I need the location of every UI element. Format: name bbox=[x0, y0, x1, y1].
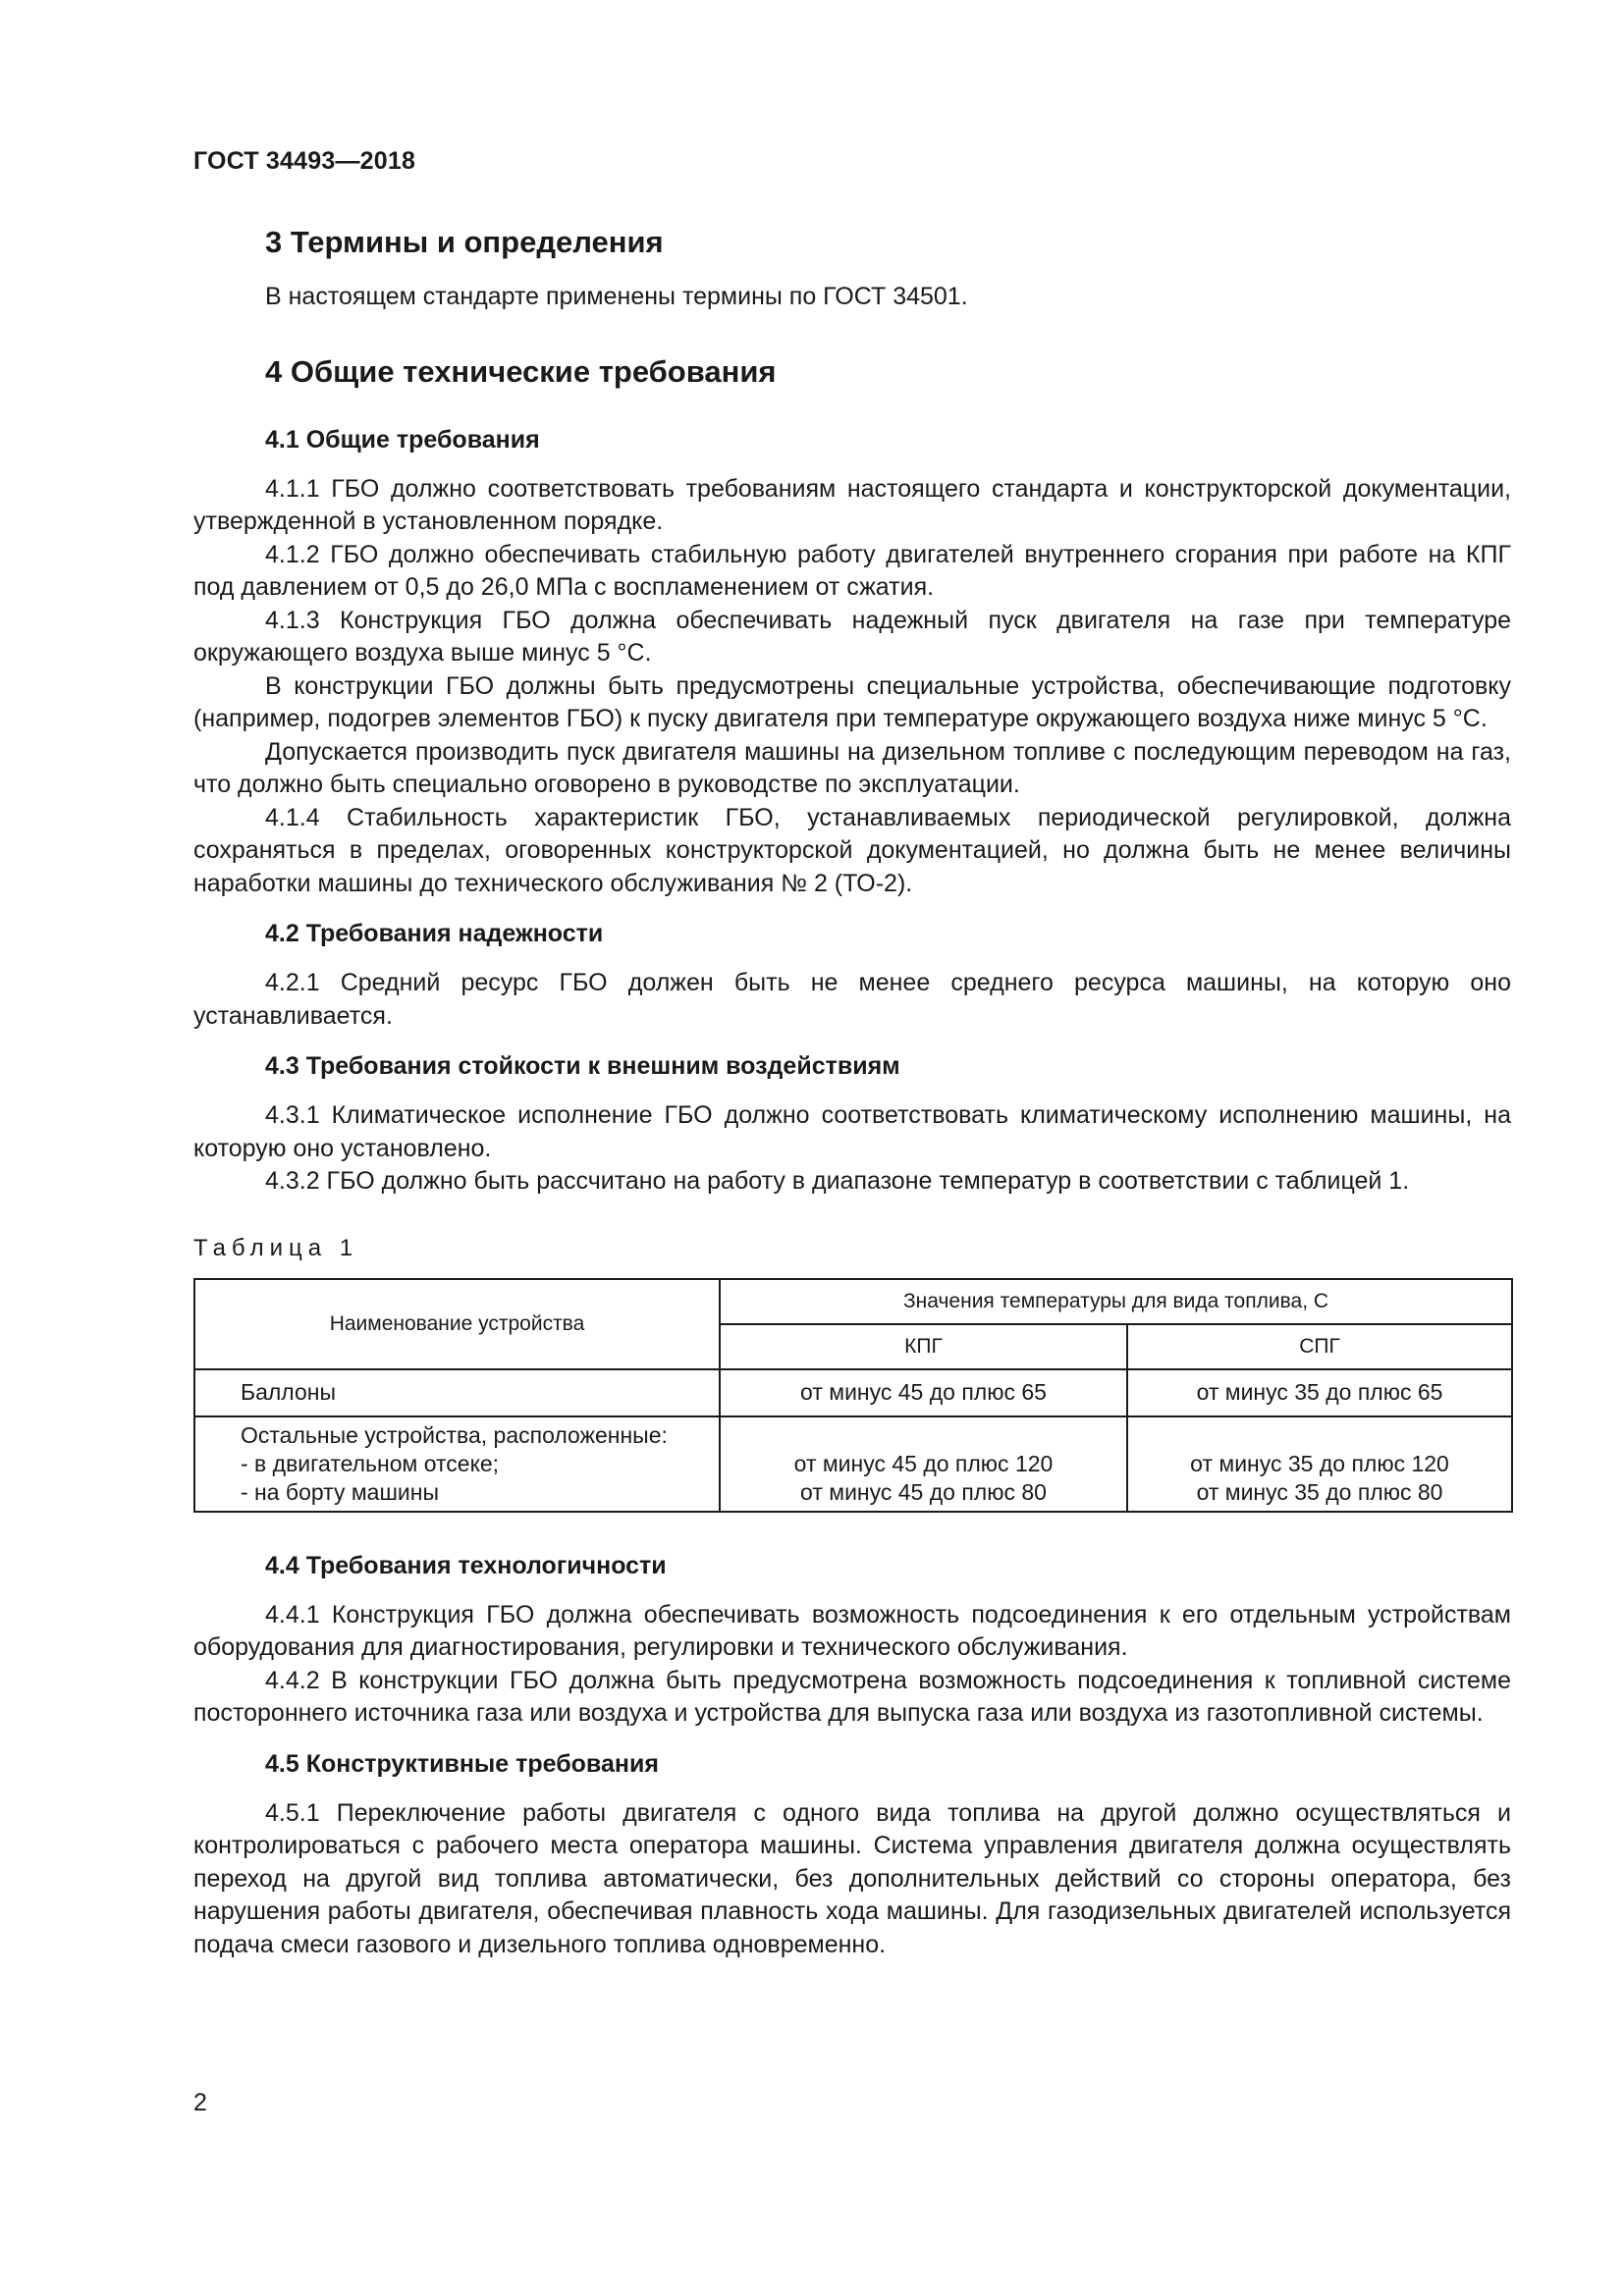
subsection-4-3-title: 4.3 Требования стойкости к внешним воздействиям bbox=[265, 1052, 900, 1080]
table-header-row bbox=[194, 1279, 1512, 1324]
subsection-4-5-title: 4.5 Конструктивные требования bbox=[265, 1749, 659, 1778]
cell-spg-cylinders: от минус 35 до плюс 65 bbox=[1127, 1369, 1512, 1416]
cell-kpg-cylinders: от минус 45 до плюс 65 bbox=[720, 1369, 1127, 1416]
paragraph-4-2-1: 4.2.1 Средний ресурс ГБО должен быть не менее среднего ресурса машины, на которую оно устанавливается. bbox=[193, 969, 1511, 1030]
paragraph-4-1-3: 4.1.3 Конструкция ГБО должна обеспечивать надежный пуск двигателя на газе при температуре окружающего воздуха выше минус 5 °С. bbox=[193, 606, 1511, 667]
subsection-4-1-title: 4.1 Общие требования bbox=[265, 425, 540, 454]
cell-device-other-line-1: Остальные устройства, расположенные: bbox=[241, 1421, 668, 1448]
document-code: ГОСТ 34493—2018 bbox=[193, 147, 416, 175]
header-kpg: КПГ bbox=[720, 1324, 1127, 1369]
header-spg: СПГ bbox=[1127, 1324, 1512, 1369]
subsection-4-4-title: 4.4 Требования технологичности bbox=[265, 1551, 667, 1579]
temperature-table bbox=[193, 1278, 1513, 1513]
header-device: Наименование устройства bbox=[194, 1279, 720, 1369]
paragraph-4-4-2: 4.4.2 В конструкции ГБО должна быть предусмотрена возможность подсоединения к топливной системе постороннего источника газа или воздуха и устройства для выпуска газа или воздуха из газотопливной системы. bbox=[193, 1666, 1511, 1727]
header-temperature-values: Значения температуры для вида топлива, С bbox=[720, 1279, 1512, 1324]
document-body bbox=[193, 218, 1511, 1961]
cell-kpg-on-board: от минус 45 до плюс 80 bbox=[800, 1478, 1047, 1505]
cell-kpg-engine-bay: от минус 45 до плюс 120 bbox=[793, 1450, 1054, 1476]
subsection-4-2-title: 4.2 Требования надежности bbox=[265, 920, 604, 947]
paragraph-4-4-1: 4.4.1 Конструкция ГБО должна обеспечивать возможность подсоединения к его отдельным устройствам оборудования для диагностирования, регулировки и технического обслуживания. bbox=[193, 1600, 1511, 1661]
section-3-title: 3 Термины и определения bbox=[265, 225, 664, 259]
table-1-caption: Таблица 1 bbox=[193, 1234, 359, 1261]
paragraph-4-1-4: 4.1.4 Стабильность характеристик ГБО, устанавливаемых периодической регулировкой, должна сохраняться в пределах, оговоренных конструкторской документацией, но должна быть не менее величины наработки машины до технического обслуживания № 2 (ТО-2). bbox=[193, 803, 1511, 897]
cell-device-cylinders: Баллоны bbox=[194, 1369, 720, 1416]
cell-device-other-line-3: - на борту машины bbox=[241, 1478, 440, 1505]
cell-spg-engine-bay: от минус 35 до плюс 120 bbox=[1190, 1450, 1449, 1476]
section-4-title: 4 Общие технические требования bbox=[265, 353, 777, 389]
cell-spg-on-board: от минус 35 до плюс 80 bbox=[1196, 1478, 1443, 1505]
table-row bbox=[194, 1369, 1512, 1416]
cell-kpg-other bbox=[720, 1416, 1127, 1512]
section-3-paragraph: В настоящем стандарте применены термины по ГОСТ 34501. bbox=[265, 283, 968, 310]
cell-device-other bbox=[194, 1416, 720, 1512]
paragraph-4-3-2: 4.3.2 ГБО должно быть рассчитано на работу в диапазоне температур в соответствии с таблицей 1. bbox=[265, 1167, 1410, 1195]
paragraph-4-1-3-preheat: В конструкции ГБО должны быть предусмотрены специальные устройства, обеспечивающие подготовку (например, подогрев элементов ГБО) к пуску двигателя при температуре окружающего воздуха ниже минус 5 °С. bbox=[193, 671, 1511, 732]
page-number: 2 bbox=[193, 2089, 207, 2116]
paragraph-4-3-1: 4.3.1 Климатическое исполнение ГБО должно соответствовать климатическому исполнению машины, на которую оно установлено. bbox=[193, 1101, 1511, 1162]
paragraph-4-1-2: 4.1.2 ГБО должно обеспечивать стабильную работу двигателей внутреннего сгорания при работе на КПГ под давлением от 0,5 до 26,0 МПа с воспламенением от сжатия. bbox=[193, 540, 1511, 601]
table-row bbox=[194, 1416, 1512, 1512]
cell-device-other-line-2: - в двигательном отсеке; bbox=[241, 1450, 500, 1476]
paragraph-4-1-3-diesel-start: Допускается производить пуск двигателя машины на дизельном топливе с последующим переводом на газ, что должно быть специально оговорено в руководстве по эксплуатации. bbox=[193, 737, 1511, 798]
paragraph-4-5-1: 4.5.1 Переключение работы двигателя с одного вида топлива на другой должно осуществляться и контролироваться с рабочего места оператора машины. Система управления двигателя должна осуществлять переход на другой вид топлива автоматически, без дополнительных действий со стороны оператора, без нарушения работы двигателя, обеспечивая плавность хода машины. Для газодизельных двигателей используется подача смеси газового и дизельного топлива одновременно. bbox=[193, 1798, 1511, 1958]
paragraph-4-1-1: 4.1.1 ГБО должно соответствовать требованиям настоящего стандарта и конструкторской документации, утвержденной в установленном порядке. bbox=[193, 474, 1511, 535]
cell-spg-other bbox=[1127, 1416, 1512, 1512]
